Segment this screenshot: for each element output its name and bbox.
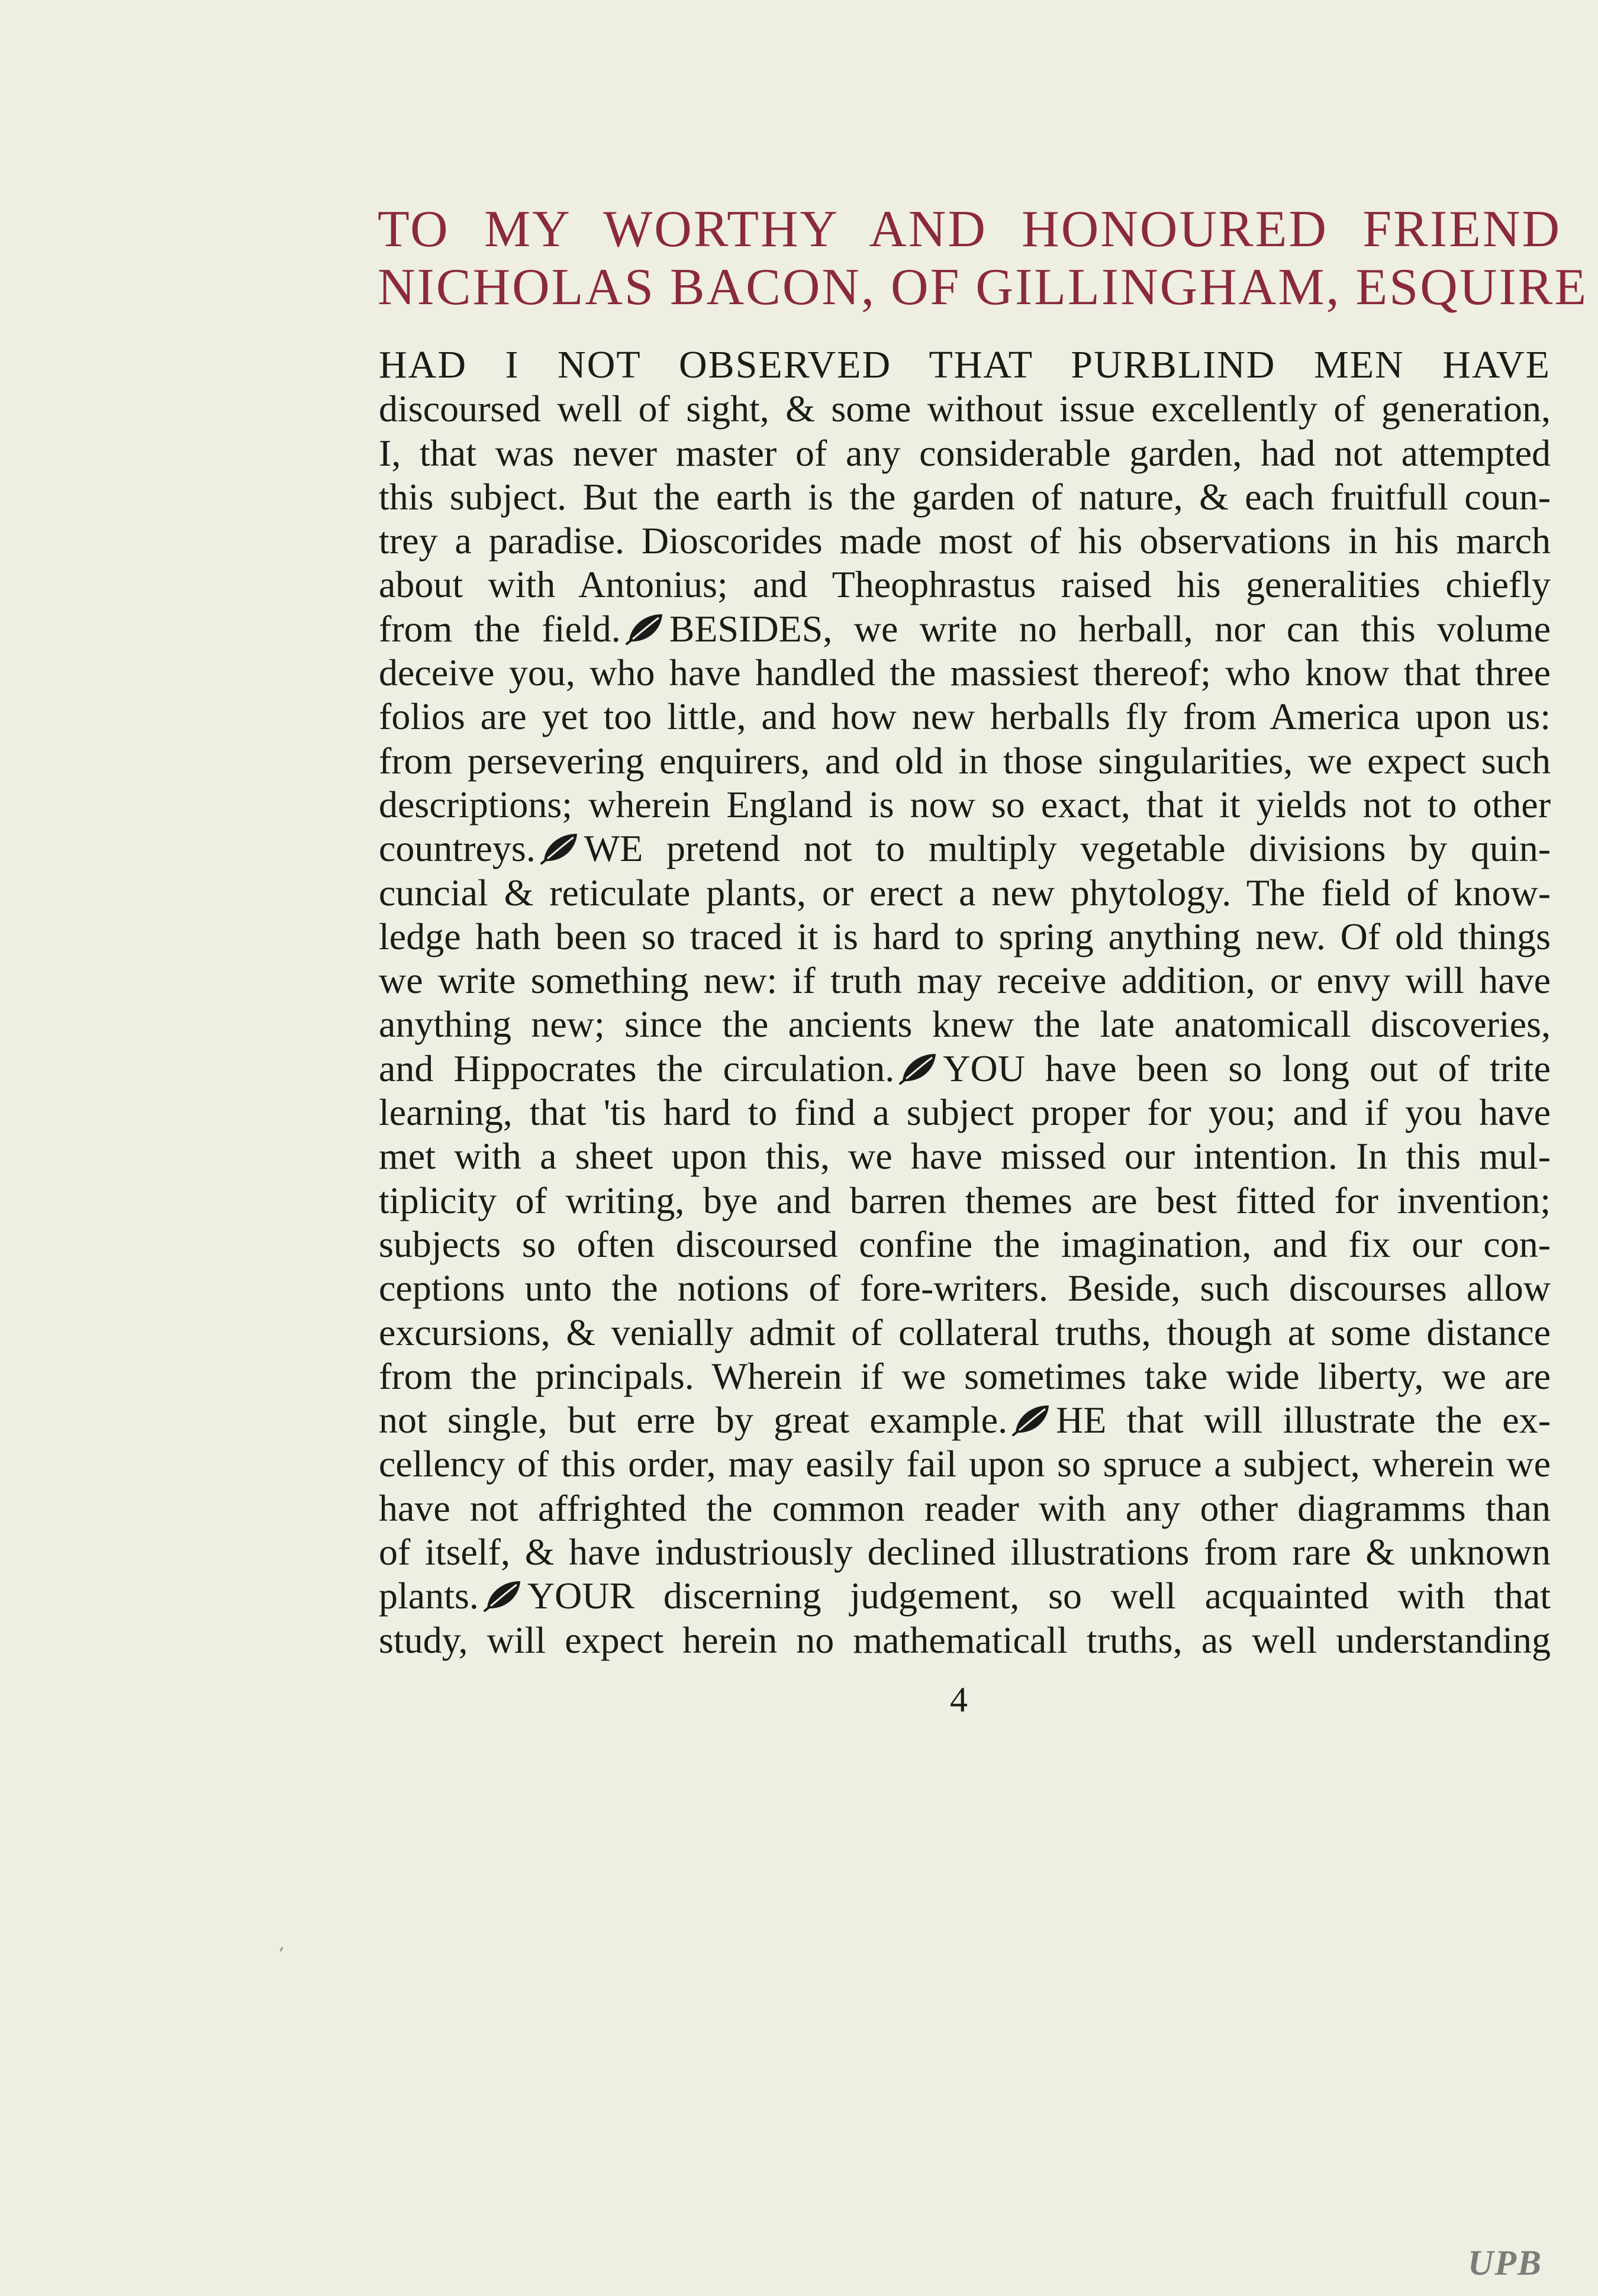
text-segment: not single, but erre by great example. <box>379 1399 1008 1442</box>
text-line: descriptions; wherein England is now so exact, that it yields not to other <box>379 783 1551 825</box>
page-number: 4 <box>950 1680 968 1719</box>
text-line <box>379 1574 1551 1618</box>
text-segment: HE that will illustrate the ex- <box>1056 1399 1551 1442</box>
text-line: learning, that 'tis hard to find a subject proper for you; and if you have <box>379 1091 1551 1134</box>
text-line: about with Antonius; and Theophrastus raised his generalities chiefly <box>379 563 1551 606</box>
text-line <box>379 1398 1551 1442</box>
text-line: trey a paradise. Dioscorides made most of his observations in his march <box>379 520 1551 562</box>
text-line <box>379 607 1551 651</box>
text-line <box>379 1047 1551 1091</box>
text-line: tiplicity of writing, bye and barren themes are best fitted for invention; <box>379 1179 1551 1221</box>
leaf-ornament-icon <box>898 1050 939 1083</box>
text-segment: YOU have been so long out of trite <box>943 1047 1551 1089</box>
text-segment: countreys. <box>379 827 536 870</box>
text-line: deceive you, who have handled the massiest thereof; who know that three <box>379 652 1551 694</box>
leaf-ornament-icon <box>482 1578 524 1611</box>
text-line: I, that was never master of any considerable garden, had not attempted <box>379 431 1551 474</box>
heading-line-1: TO MY WORTHY AND HONOURED FRIEND <box>378 200 1561 258</box>
text-line: anything new; since the ancients knew the late anatomicall discoveries, <box>379 1003 1551 1046</box>
dedication-heading <box>378 200 1589 317</box>
text-line: of itself, & have industriously declined illustrations from rare & unknown <box>379 1531 1551 1573</box>
text-segment: WE pretend not to multiply vegetable divisions by quin- <box>584 827 1551 870</box>
text-segment: from the field. <box>379 607 621 650</box>
text-line: we write something new: if truth may receive addition, or envy will have <box>379 959 1551 1002</box>
text-line: excursions, & venially admit of collateral truths, though at some distance <box>379 1311 1551 1353</box>
dedication-body <box>379 343 1551 1662</box>
leaf-ornament-icon <box>539 830 581 863</box>
leaf-ornament-icon <box>1011 1402 1052 1435</box>
text-segment: plants. <box>379 1575 479 1617</box>
text-line: from persevering enquirers, and old in those singularities, we expect such <box>379 739 1551 782</box>
text-line: discoursed well of sight, & some without issue excellently of generation, <box>379 388 1551 430</box>
text-line: subjects so often discoursed confine the imagination, and fix our con- <box>379 1223 1551 1265</box>
paper-speck <box>279 1947 283 1952</box>
text-segment: BESIDES, we write no herball, nor can this volume <box>669 607 1551 650</box>
text-line: folios are yet too little, and how new herballs fly from America upon us: <box>379 695 1551 738</box>
leaf-ornament-icon <box>624 611 666 644</box>
text-line: cellency of this order, may easily fail upon so spruce a subject, wherein we <box>379 1443 1551 1485</box>
text-line: cuncial & reticulate plants, or erect a new phytology. The field of know- <box>379 871 1551 914</box>
text-segment: and Hippocrates the circulation. <box>379 1047 895 1089</box>
text-line: ledge hath been so traced it is hard to spring anything new. Of old things <box>379 915 1551 957</box>
text-line: study, will expect herein no mathematicall truths, as well understanding <box>379 1618 1551 1661</box>
text-line: from the principals. Wherein if we sometimes take wide liberty, we are <box>379 1355 1551 1397</box>
text-segment: YOUR discerning judgement, so well acquainted with that <box>527 1575 1551 1617</box>
text-line <box>379 827 1551 870</box>
text-line: ceptions unto the notions of fore-writers. Beside, such discourses allow <box>379 1267 1551 1310</box>
library-stamp: UPB <box>1468 2243 1542 2282</box>
text-line: this subject. But the earth is the garden of nature, & each fruitfull coun- <box>379 475 1551 518</box>
heading-line-2: NICHOLAS BACON, OF GILLINGHAM, ESQUIRE <box>378 258 1589 316</box>
text-line: met with a sheet upon this, we have missed our intention. In this mul- <box>379 1135 1551 1178</box>
text-line: have not affrighted the common reader with any other diagramms than <box>379 1486 1551 1529</box>
text-line: HAD I NOT OBSERVED THAT PURBLIND MEN HAVE <box>379 343 1551 386</box>
